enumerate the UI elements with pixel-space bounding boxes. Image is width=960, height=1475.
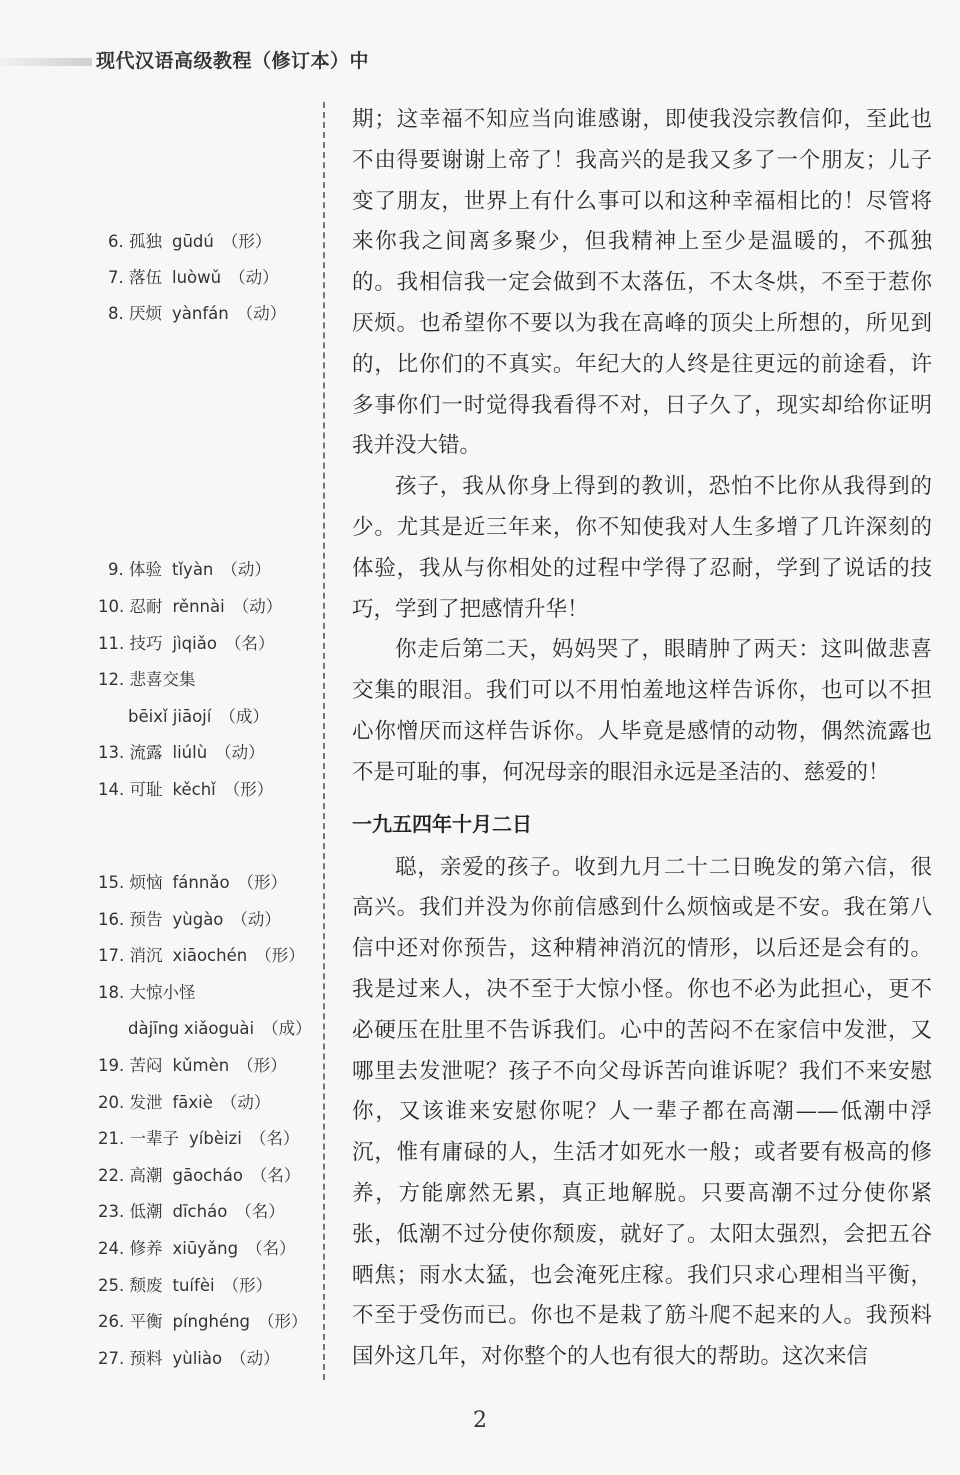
vocab-item: 27. 预料 yùliào （动） — [98, 1349, 280, 1368]
vocab-item: 9. 体验 tǐyàn （动） — [108, 560, 271, 579]
column-divider — [323, 102, 325, 1380]
vocab-item: 16. 预告 yùgào （动） — [98, 910, 281, 929]
vocab-item: 21. 一辈子 yíbèizi （名） — [98, 1129, 300, 1148]
main-text-column — [352, 100, 932, 1378]
paragraph: 聪，亲爱的孩子。收到九月二十二日晚发的第六信，很高兴。我们并没为你前信感到什么烦恼或是不安。我在第八信中还对你预告，这种精神消沉的情形，以后还是会有的。我是过来人，决不至于大惊小怪。你也不必为此担心，更不必硬压在肚里不告诉我们。心中的苦闷不在家信中发泄，又哪里去发泄呢？孩子不向父母诉苦向谁诉呢？我们不来安慰你，又该谁来安慰你呢？人一辈子都在高潮——低潮中浮沉，惟有庸碌的人，生活才如死水一般；或者要有极高的修养，方能廓然无累，真正地解脱。只要高潮不过分使你紧张，低潮不过分使你颓废，就好了。太阳太强烈，会把五谷晒焦；雨水太猛，也会淹死庄稼。我们只求心理相当平衡，不至于受伤而已。你也不是栽了筋斗爬不起来的人。我预料国外这几年，对你整个的人也有很大的帮助。这次来信 — [352, 854, 932, 1370]
vocab-item: 6. 孤独 gūdú （形） — [108, 232, 272, 251]
vocab-item: 13. 流露 liúlù （动） — [98, 743, 265, 762]
paragraph: 孩子，我从你身上得到的教训，恐怕不比你从我得到的少。尤其是近三年来，你不知使我对人生多增了几许深刻的体验，我从与你相处的过程中学得了忍耐，学到了说话的技巧，学到了把感情升华！ — [352, 474, 932, 622]
vocab-item: 23. 低潮 dīcháo （名） — [98, 1202, 285, 1221]
running-header: 现代汉语高级教程（修订本）中 — [96, 50, 370, 72]
vocab-item: 20. 发泄 fāxiè （动） — [98, 1093, 271, 1112]
vocab-item: 18. 大惊小怪 — [98, 983, 196, 1002]
vocab-item: 17. 消沉 xiāochén （形） — [98, 946, 305, 965]
vocab-item: 24. 修养 xiūyǎng （名） — [98, 1239, 296, 1258]
vocab-item: 12. 悲喜交集 — [98, 670, 196, 689]
vocab-item: 25. 颓废 tuífèi （形） — [98, 1276, 273, 1295]
paragraph: 期；这幸福不知应当向谁感谢，即使我没宗教信仰，至此也不由得要谢谢上帝了！我高兴的是我又多了一个朋友；儿子变了朋友，世界上有什么事可以和这种幸福相比的！尽管将来你我之间离多聚少，但我精神上至少是温暖的，不孤独的。我相信我一定会做到不太落伍，不太冬烘，不至于惹你厌烦。也希望你不要以为我在高峰的顶尖上所想的，所见到的，比你们的不真实。年纪大的人终是往更远的前途看，许多事你们一时觉得我看得不对，日子久了，现实却给你证明我并没大错。 — [352, 107, 932, 459]
paragraph: 你走后第二天，妈妈哭了，眼睛肿了两天：这叫做悲喜交集的眼泪。我们可以不用怕羞地这样告诉你，也可以不担心你憎厌而这样告诉你。人毕竟是感情的动物，偶然流露也不是可耻的事，何况母亲的眼泪永远是圣洁的、慈爱的！ — [352, 637, 932, 785]
vocab-item-continuation: dàjīng xiǎoguài （成） — [128, 1019, 312, 1038]
page-number: 2 — [473, 1408, 487, 1433]
vocab-item: 10. 忍耐 rěnnài （动） — [98, 597, 283, 616]
header-decoration-bar — [0, 58, 92, 66]
vocab-item: 7. 落伍 luòwǔ （动） — [108, 268, 279, 287]
vocab-item: 8. 厌烦 yànfán （动） — [108, 304, 287, 323]
vocab-item: 14. 可耻 kěchǐ （形） — [98, 780, 274, 799]
vocab-item-continuation: bēixǐ jiāojí （成） — [128, 707, 269, 726]
vocab-item: 26. 平衡 pínghéng （形） — [98, 1312, 308, 1331]
vocab-item: 11. 技巧 jìqiǎo （名） — [98, 634, 275, 653]
vocab-item: 22. 高潮 gāocháo （名） — [98, 1166, 301, 1185]
vocab-item: 19. 苦闷 kǔmèn （形） — [98, 1056, 287, 1075]
letter-date-heading: 一九五四年十月二日 — [352, 811, 532, 836]
vocab-item: 15. 烦恼 fánnǎo （形） — [98, 873, 288, 892]
